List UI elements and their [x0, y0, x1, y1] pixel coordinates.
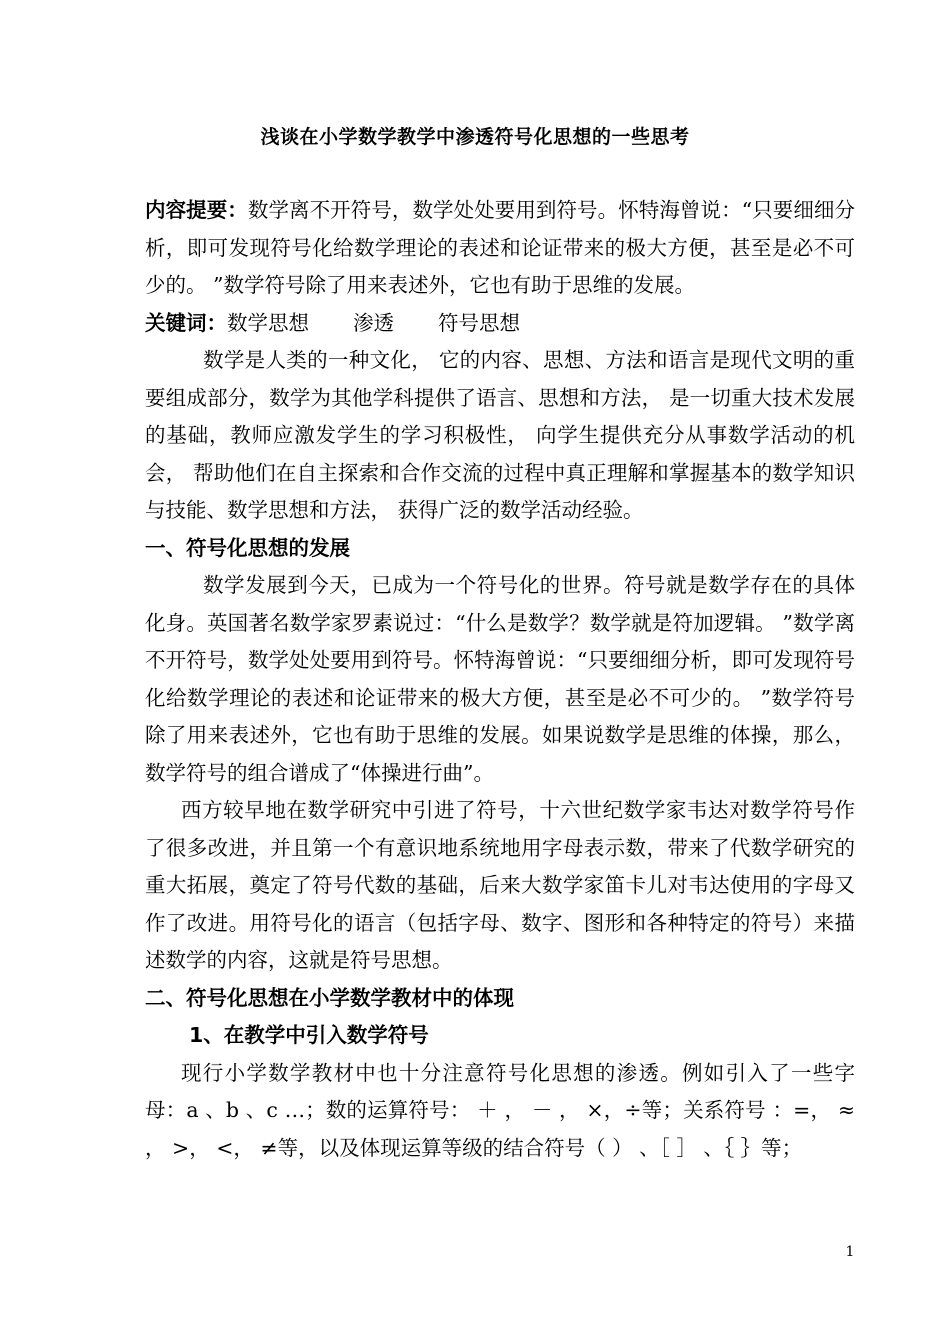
keyword-item: 数学思想	[227, 310, 309, 335]
intro-paragraph: 数学是人类的一种文化， 它的内容、思想、方法和语言是现代文明的重要组成部分，数学为其他学科提供了语言、思想和方法， 是一切重大技术发展的基础，教师应激发学生的学习积极性， 向学生提供充分从事数学活动的机会， 帮助他们在自主探索和合作交流的过程中真正理解和掌握基本的数学知识与技能、数学思想和方法， 获得广泛的数学活动经验。	[145, 348, 855, 522]
document-title: 浅谈在小学数学教学中渗透符号化思想的一些思考	[260, 126, 690, 148]
subsection1-heading: 1、在教学中引入数学符号	[189, 1023, 429, 1047]
keywords-line	[145, 305, 855, 343]
abstract-paragraph	[145, 192, 855, 305]
abstract-label: 内容提要：	[145, 198, 248, 222]
section2-heading: 二、符号化思想在小学数学教材中的体现	[145, 985, 514, 1010]
section1-paragraph-1: 数学发展到今天，已成为一个符号化的世界。符号就是数学存在的具体化身。英国著名数学家罗素说过：“什么是数学？数学就是符加逻辑。 ”数学离不开符号，数学处处要用到符号。怀特海曾说：“只要细细分析，即可发现符号化给数学理论的表述和论证带来的极大方便，甚至是必不可少的。 ”数学符号除了用来表述外，它也有助于思维的发展。如果说数学是思维的体操，那么，数学符号的组合谱成了“体操进行曲”。	[145, 573, 855, 785]
abstract-text: 数学离不开符号，数学处处要用到符号。怀特海曾说：“只要细细分析，即可发现符号化给数学理论的表述和论证带来的极大方便，甚至是必不可少的。 ”数学符号除了用来表述外，它也有助于思维的发展。	[145, 198, 855, 297]
section1-paragraph-2: 西方较早地在数学研究中引进了符号，十六世纪数学家韦达对数学符号作了很多改进，并且第一个有意识地系统地用字母表示数，带来了代数学研究的重大拓展，奠定了符号代数的基础，后来大数学家笛卡儿对韦达使用的字母又作了改进。用符号化的语言（包括字母、数字、图形和各种特定的符号）来描述数学的内容，这就是符号思想。	[145, 798, 855, 972]
document-body	[145, 192, 855, 1167]
subsection1-paragraph-1: 现行小学数学教材中也十分注意符号化思想的渗透。例如引入了一些字母：a 、b 、c …；数的运算符号： ＋ ， － ， ×，÷等；关系符号 ：=， ≈ ， >， <， ≠等，以及体现运算等级的结合符号（ ） 、［ ］ 、｛ ｝等；	[145, 1060, 855, 1160]
keyword-item: 符号思想	[438, 310, 520, 335]
keyword-item: 渗透	[353, 310, 394, 335]
section1-heading: 一、符号化思想的发展	[145, 535, 350, 560]
page-number: 1	[845, 1244, 855, 1260]
keywords-label: 关键词：	[145, 310, 227, 335]
